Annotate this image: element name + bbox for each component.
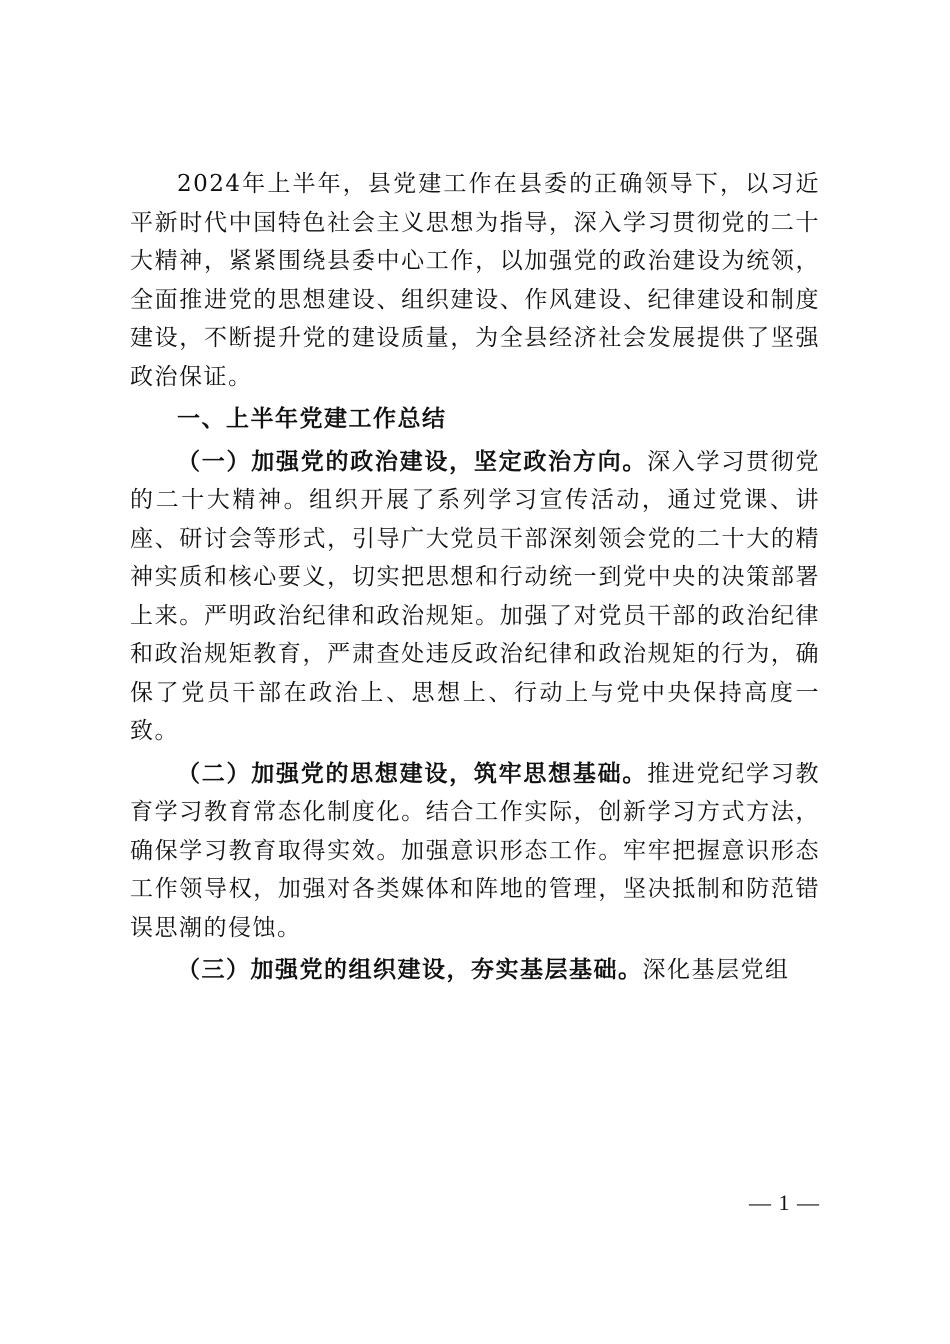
- section-heading-1: 一、上半年党建工作总结: [177, 406, 447, 432]
- page-number: — 1 —: [749, 1190, 820, 1215]
- intro-text: 2024年上半年，县党建工作在县委的正确领导下，以习近平新时代中国特色社会主义思想为指导，深入学习贯彻党的二十大精神，紧紧围绕县委中心工作，以加强党的政治建设为统领，全面推进党的思想建设、组织建设、作风建设、纪律建设和制度建设，不断提升党的建设质量，为全县经济社会发展提供了坚强政治保证。: [130, 171, 820, 390]
- subsection-body-1: 深入学习贯彻党的二十大精神。组织开展了系列学习宣传活动，通过党课、讲座、研讨会等形式，引导广大党员干部深刻领会党的二十大的精神实质和核心要义，切实把思想和行动统一到党中央的决策部署上来。严明政治纪律和政治规矩。加强了对党员干部的政治纪律和政治规矩教育，严肃查处违反政治纪律和政治规矩的行为，确保了党员干部在政治上、思想上、行动上与党中央保持高度一致。: [130, 448, 821, 744]
- subsection-body-3: 深化基层党组: [642, 957, 790, 983]
- document-body: [130, 165, 820, 994]
- subsection-paragraph-2: [130, 755, 820, 948]
- intro-paragraph: [130, 165, 820, 396]
- subsection-body-2: 推进党纪学习教育学习教育常态化制度化。结合工作实际，创新学习方式方法，确保学习教育取得实效。加强意识形态工作。牢牢把握意识形态工作领导权，加强对各类媒体和阵地的管理，坚决抵制和防范错误思潮的侵蚀。: [130, 760, 821, 941]
- subsection-paragraph-3: [130, 951, 820, 990]
- subsection-title-2: （二）加强党的思想建设，筑牢思想基础。: [177, 760, 648, 787]
- subsection-paragraph-1: [130, 443, 820, 751]
- subsection-title-1: （一）加强党的政治建设，坚定政治方向。: [177, 448, 648, 475]
- subsection-title-3: （三）加强党的组织建设，夯实基层基础。: [177, 957, 643, 983]
